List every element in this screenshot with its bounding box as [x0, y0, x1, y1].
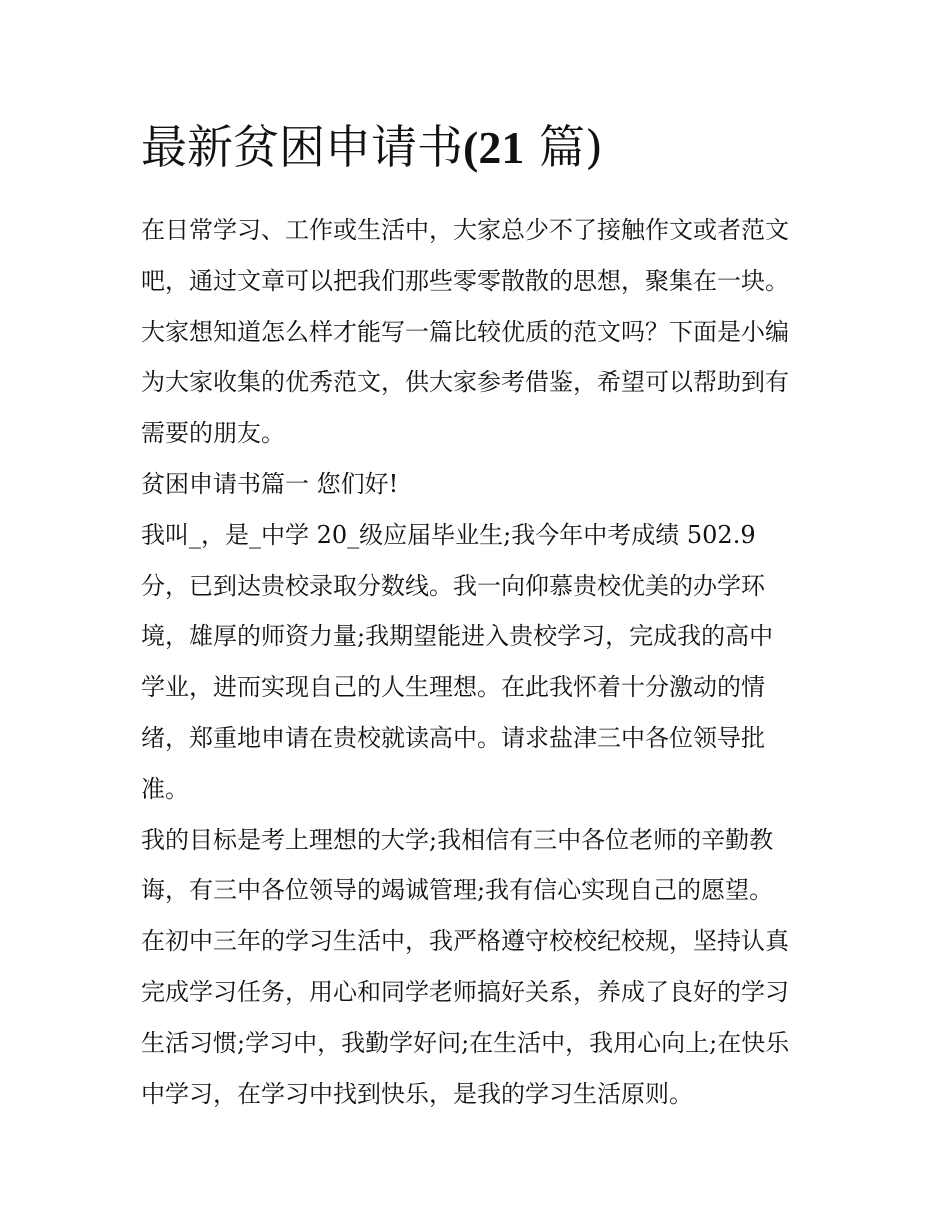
title-suffix: 篇) [524, 120, 603, 174]
text-line: 诲，有三中各位领导的竭诚管理;我有信心实现自己的愿望。 [141, 876, 774, 905]
text-line: 绪，郑重地申请在贵校就读高中。请求盐津三中各位领导批 [141, 723, 765, 752]
text-line: 生活习惯;学习中，我勤学好问;在生活中，我用心向上;在快乐 [141, 1028, 790, 1057]
title-number: (21 [463, 122, 525, 173]
body-paragraph [141, 916, 813, 1119]
body-paragraph [141, 510, 813, 815]
text-line: 完成学习任务，用心和同学老师搞好关系，养成了良好的学习 [141, 977, 789, 1006]
text-line: 分，已到达贵校录取分数线。我一向仰慕贵校优美的办学环 [141, 571, 765, 600]
text-line: 吧，通过文章可以把我们那些零零散散的思想，聚集在一块。 [141, 266, 789, 295]
section-heading-paragraph [141, 459, 813, 510]
title-text: 最新贫困申请书 [141, 120, 463, 174]
text-line: 大家想知道怎么样才能写一篇比较优质的范文吗？下面是小编 [141, 317, 789, 346]
text-line: 贫困申请书篇一 您们好! [141, 469, 399, 498]
document-body [141, 205, 813, 1119]
text-line: 需要的朋友。 [141, 419, 285, 448]
text-line: 中学习，在学习中找到快乐，是我的学习生活原则。 [141, 1079, 693, 1108]
text-line: 学业，进而实现自己的人生理想。在此我怀着十分激动的情 [141, 673, 765, 702]
text-line: 境，雄厚的师资力量;我期望能进入贵校学习，完成我的高中 [141, 622, 774, 651]
document-page [141, 112, 813, 1119]
text-line: 在日常学习、工作或生活中，大家总少不了接触作文或者范文 [141, 216, 789, 244]
text-line: 我的目标是考上理想的大学;我相信有三中各位老师的辛勤教 [141, 825, 774, 854]
text-line: 为大家收集的优秀范文，供大家参考借鉴，希望可以帮助到有 [141, 368, 789, 397]
body-paragraph [141, 815, 813, 917]
text-line: 在初中三年的学习生活中，我严格遵守校校纪校规，坚持认真 [141, 927, 789, 956]
document-title [141, 112, 813, 183]
text-line: 准。 [141, 774, 189, 803]
text-line: 我叫_，是_中学 20_级应届毕业生;我今年中考成绩 502.9 [141, 520, 756, 549]
intro-paragraph [141, 205, 813, 459]
